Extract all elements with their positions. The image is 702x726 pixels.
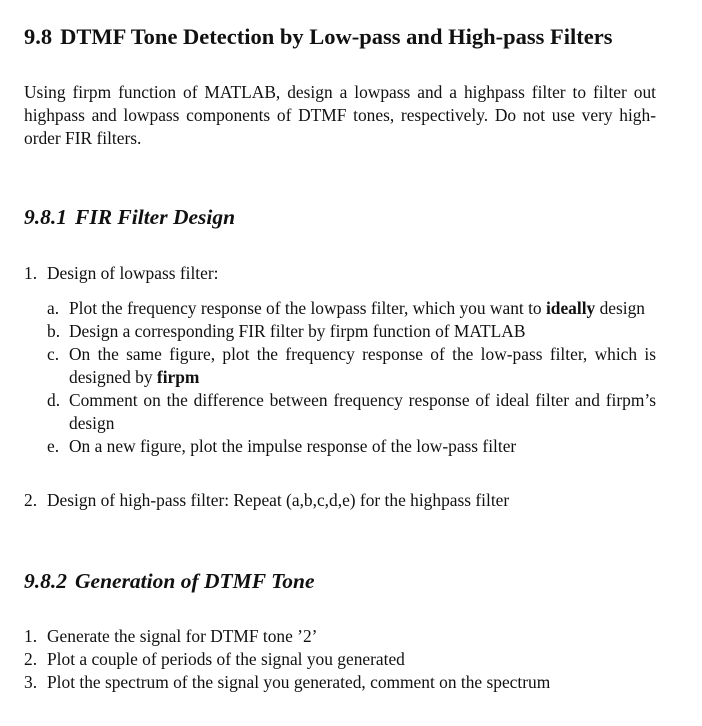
list-item xyxy=(24,262,656,285)
sub-list-item-text: On a new figure, plot the impulse response of the low-pass filter xyxy=(69,436,517,456)
fir-item-list xyxy=(24,262,656,285)
list-item-text: Design of lowpass filter: xyxy=(47,263,219,283)
list-marker: 3. xyxy=(24,672,38,692)
sub-list-item-text: Plot the frequency response of the lowpass filter, which you want to xyxy=(69,298,546,318)
list-item xyxy=(24,625,656,648)
sub-list-item-text: Comment on the difference between frequency response of ideal filter and firpm’s design xyxy=(69,390,656,433)
sub-list-marker: e. xyxy=(47,436,60,456)
list-item-text: Plot the spectrum of the signal you generated, comment on the spectrum xyxy=(47,672,551,692)
fir-item-list-2 xyxy=(24,489,656,512)
emphasis-text: firpm xyxy=(156,367,200,387)
sub-list-marker: c. xyxy=(47,344,60,364)
sub-list-marker: b. xyxy=(47,321,61,341)
subsection-title: FIR Filter Design xyxy=(75,205,236,229)
subsection-number: 9.8.2 xyxy=(24,569,67,593)
sub-list-item-text: design xyxy=(595,298,645,318)
intro-paragraph: Using firpm function of MATLAB, design a lowpass and a highpass filter to filter out highpass and lowpass components of DTMF tones, respectively. Do not use very high-order FIR filters. xyxy=(24,82,656,148)
dtmf-item-list xyxy=(24,625,656,694)
sub-list-item-text: Design a corresponding FIR filter by firpm function of MATLAB xyxy=(69,321,526,341)
list-item xyxy=(24,648,656,671)
list-item xyxy=(24,489,656,512)
list-item-text: Design of high-pass filter: Repeat (a,b,c,d,e) for the highpass filter xyxy=(47,490,510,510)
sub-list-marker: d. xyxy=(47,390,61,410)
subsection-number: 9.8.1 xyxy=(24,205,67,229)
subsection-title: Generation of DTMF Tone xyxy=(75,569,315,593)
sub-list-marker: a. xyxy=(47,298,60,318)
sub-list-item xyxy=(47,320,656,343)
sub-list-item xyxy=(47,435,656,458)
list-marker: 2. xyxy=(24,490,38,510)
section-number: 9.8 xyxy=(24,24,53,49)
subsection-heading-dtmf xyxy=(24,569,315,594)
section-title: DTMF Tone Detection by Low-pass and High-pass Filters xyxy=(60,24,613,49)
lowpass-subitem-list xyxy=(47,297,656,458)
emphasis-text: ideally xyxy=(545,298,596,318)
sub-list-item-text: On the same figure, plot the frequency response of the low-pass filter, which is designed by xyxy=(69,344,656,387)
list-item-text: Plot a couple of periods of the signal you generated xyxy=(47,649,405,669)
sub-list-item xyxy=(47,297,656,320)
section-heading xyxy=(24,24,612,50)
sub-list-item xyxy=(47,343,656,389)
list-item xyxy=(24,671,656,694)
sub-list-item xyxy=(47,389,656,435)
list-item-text: Generate the signal for DTMF tone ’2’ xyxy=(47,626,318,646)
list-marker: 1. xyxy=(24,626,38,646)
list-marker: 1. xyxy=(24,263,38,283)
list-marker: 2. xyxy=(24,649,38,669)
subsection-heading-fir xyxy=(24,205,235,230)
